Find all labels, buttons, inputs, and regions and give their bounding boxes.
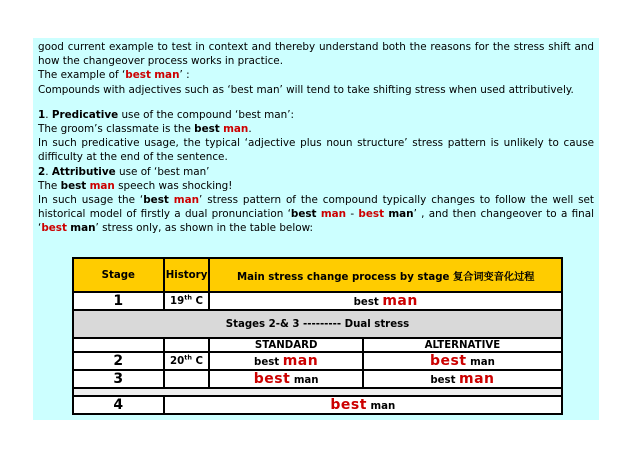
row2-alternative — [363, 352, 562, 370]
dual-best-2: best — [358, 208, 385, 221]
predicative-explain-text: In such predicative usage, the typical ‘adjective plus noun structure’ stress pattern is unlikely to cause difficulty at the end of the sentence. — [38, 137, 594, 164]
example-prefix: The example of ‘ — [38, 69, 126, 82]
table-spacer-row — [73, 388, 562, 396]
row4-pattern — [164, 396, 562, 414]
speech-man: man — [89, 179, 115, 192]
row3-alt-best: best — [430, 375, 456, 386]
table-header-row — [73, 258, 562, 292]
header-main: Main stress change process by stage 复合词变音化过程 — [209, 258, 562, 292]
header-history — [164, 258, 210, 292]
row1-century-num: 19 — [170, 295, 185, 307]
final-man: man — [70, 222, 96, 235]
groom-post: . — [248, 123, 252, 136]
attributive-label: Attributive — [51, 165, 116, 178]
predicative-explanation — [38, 136, 594, 164]
row2-century-num: 20 — [170, 355, 185, 367]
table-row-2 — [73, 352, 562, 370]
row2-century — [164, 352, 210, 370]
attributive-dot: . — [45, 165, 52, 178]
row1-best: best — [353, 297, 379, 308]
spacer-cell — [73, 388, 562, 396]
labels-empty-stage — [73, 338, 164, 352]
speech-post: speech was shocking! — [114, 179, 233, 192]
row2-stage: 2 — [73, 352, 164, 370]
attributive-number: 2 — [38, 165, 46, 178]
predicative-rest: use of the compound ‘best man’: — [118, 108, 295, 121]
row3-standard — [209, 370, 362, 388]
final-best: best — [41, 222, 67, 235]
labels-empty-history — [164, 338, 210, 352]
groom-pre: The groom’s classmate is the — [38, 123, 195, 136]
header-stage: Stage — [73, 258, 164, 292]
row2-standard — [209, 352, 362, 370]
row2-std-best: best — [254, 357, 280, 368]
example-man: man — [154, 69, 180, 82]
row3-stage: 3 — [73, 370, 164, 388]
body-text — [38, 40, 594, 236]
row1-stage: 1 — [73, 292, 164, 310]
row4-best: best — [330, 397, 367, 413]
intro-text: good current example to test in context and thereby understand both the reasons for the stress shift and how the changeover process works in practice. — [38, 41, 594, 68]
dual-man-2: man — [388, 208, 414, 221]
attr-explain-4: ’ stress only, as shown in the table below: — [95, 222, 313, 235]
table-labels-row — [73, 338, 562, 352]
predicative-dot: . — [45, 108, 52, 121]
example-best: best — [125, 69, 151, 82]
attr-man: man — [173, 194, 200, 207]
row1-pattern — [209, 292, 562, 310]
row2-alt-best: best — [429, 353, 467, 369]
row4-man: man — [370, 401, 396, 412]
row2-alt-man: man — [470, 357, 495, 368]
attributive-heading — [38, 165, 594, 179]
row3-alternative — [363, 370, 562, 388]
attr-best: best — [143, 194, 169, 207]
dual-best-1: best — [290, 208, 317, 221]
dual-man-1: man — [320, 208, 347, 221]
row1-century-c: C — [191, 295, 204, 307]
attr-explain-1: In such usage the ‘ — [38, 194, 144, 207]
row2-century-sup: th — [184, 353, 192, 362]
row3-std-best: best — [253, 371, 291, 387]
table-row-1 — [73, 292, 562, 310]
groom-man: man — [223, 123, 249, 136]
speech-sentence — [38, 179, 594, 193]
predicative-heading — [38, 108, 594, 122]
row1-century — [164, 292, 210, 310]
table-row-3 — [73, 370, 562, 388]
row2-std-man: man — [282, 353, 319, 369]
row1-century-sup: th — [184, 293, 192, 302]
compounds-paragraph — [38, 83, 594, 97]
dual-separator: - — [346, 208, 359, 221]
row3-std-man: man — [293, 375, 319, 386]
groom-best: best — [194, 123, 220, 136]
example-heading — [38, 68, 594, 82]
predicative-number: 1 — [38, 108, 46, 121]
table-row-4 — [73, 396, 562, 414]
attr-explain-2: ’ stress pattern of the compound typically changes to follow the well set historical model of firstly a dual pronunciation ‘ — [38, 194, 594, 221]
example-suffix: ’ : — [179, 69, 190, 82]
groom-sentence — [38, 122, 594, 136]
table-dual-row — [73, 310, 562, 338]
attributive-explanation — [38, 193, 594, 236]
intro-paragraph — [38, 40, 594, 68]
predicative-label: Predicative — [51, 108, 119, 121]
label-standard: STANDARD — [209, 338, 362, 352]
compounds-text: Compounds with adjectives such as ‘best man’ will tend to take shifting stress when used attributively. — [38, 83, 574, 96]
slide-panel — [33, 38, 599, 420]
attr-explain-3: ’ , and then changeover to a final ‘ — [38, 208, 594, 235]
speech-best: best — [60, 179, 87, 192]
row2-century-c: C — [191, 355, 204, 367]
dual-stress-label: Stages 2-& 3 --------- Dual stress — [73, 310, 562, 338]
label-alternative: ALTERNATIVE — [363, 338, 562, 352]
row1-man: man — [382, 293, 418, 309]
row3-alt-man: man — [459, 371, 495, 387]
speech-pre: The — [38, 179, 61, 192]
header-history-text: History — [165, 269, 208, 281]
stress-change-table — [72, 257, 563, 415]
row3-century-empty — [164, 370, 210, 388]
attributive-rest: use of ‘best man’ — [115, 165, 210, 178]
row4-stage: 4 — [73, 396, 164, 414]
